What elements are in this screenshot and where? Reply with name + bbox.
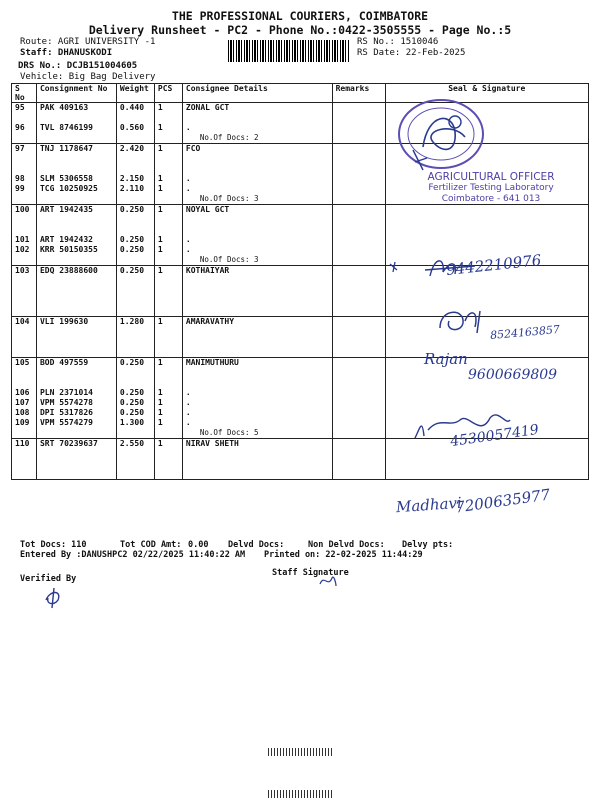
pieces: 1 — [157, 358, 163, 367]
serial-number: 105 — [15, 358, 30, 367]
pieces: 1 — [157, 205, 163, 214]
consignee: . — [185, 408, 191, 417]
officer-lab: Fertilizer Testing Laboratory — [428, 183, 554, 193]
serial-number: 101 — [15, 235, 30, 244]
officer-stamp-text — [396, 172, 586, 205]
consignment-number: VLI 199630 — [39, 317, 89, 326]
remarks-cell — [332, 358, 385, 439]
runsheet-subtitle: Delivery Runsheet - PC2 - Phone No.:0422-3505555 - Page No.:5 — [88, 23, 512, 37]
consignee: . — [185, 184, 191, 193]
office-seal-stamp — [393, 92, 507, 172]
vehicle-label: Vehicle: Big Bag Delivery — [20, 72, 156, 82]
weight: 2.420 — [119, 144, 145, 153]
pieces: 1 — [157, 174, 163, 183]
serial-number: 96 — [15, 123, 25, 132]
consignment-number: SLM 5306558 — [39, 174, 93, 183]
consignment-number: TNJ 1178647 — [39, 144, 93, 153]
consignee: . — [185, 123, 191, 132]
weight: 0.560 — [119, 123, 145, 132]
serial-number: 109 — [15, 418, 30, 427]
consignee: NOYAL GCT — [185, 205, 230, 214]
pieces: 1 — [157, 418, 163, 427]
remarks-cell — [332, 103, 385, 144]
pieces: 1 — [157, 266, 163, 275]
signature-100-number: 9442210976 — [445, 251, 543, 279]
doc-count: No.Of Docs: 5 — [199, 428, 259, 437]
consignment-number: TVL 8746199 — [39, 123, 93, 132]
signature-103-number: 8524163857 — [489, 322, 561, 343]
consignment-number: EDQ 23888600 — [39, 266, 98, 275]
doc-count: No.Of Docs: 2 — [199, 133, 259, 142]
weight: 2.150 — [119, 174, 145, 183]
col-remarks: Remarks — [332, 84, 385, 103]
consignment-number: SRT 70239637 — [39, 439, 98, 448]
pieces: 1 — [157, 439, 163, 448]
weight: 0.440 — [119, 103, 145, 112]
consignment-number: VPM 5574278 — [39, 398, 93, 407]
printed-on: Printed on: 22-02-2025 11:44:29 — [264, 550, 423, 560]
weight: 0.250 — [119, 235, 145, 244]
signature-104-name: Rajan — [424, 350, 468, 368]
consignee: . — [185, 418, 191, 427]
total-cod-value: 0.00 — [188, 540, 209, 550]
col-weight: Weight — [116, 84, 154, 103]
consignee: FCO — [185, 144, 201, 153]
col-consignee: Consignee Details — [182, 84, 332, 103]
company-title: THE PROFESSIONAL COURIERS, COIMBATORE — [171, 9, 429, 23]
serial-number: 110 — [15, 439, 30, 448]
consignment-number: DPI 5317826 — [39, 408, 93, 417]
total-cod-label: Tot COD Amt: — [120, 540, 182, 550]
pieces: 1 — [157, 235, 163, 244]
weight: 0.250 — [119, 245, 145, 254]
consignment-number: ART 1942432 — [39, 235, 93, 244]
rs-date: RS Date: 22-Feb-2025 — [357, 48, 466, 58]
signature-103 — [435, 303, 495, 339]
consignee: MANIMUTHURU — [185, 358, 239, 367]
pieces: 1 — [157, 144, 163, 153]
consignee: ZONAL GCT — [185, 103, 230, 112]
bottom-barcode-strip-2 — [268, 790, 332, 798]
pieces: 1 — [157, 184, 163, 193]
remarks-cell — [332, 317, 385, 358]
weight: 1.300 — [119, 418, 145, 427]
verified-by-label: Verified By — [20, 574, 77, 584]
weight: 0.250 — [119, 266, 145, 275]
serial-number: 99 — [15, 184, 25, 193]
serial-number: 103 — [15, 266, 30, 275]
serial-number: 97 — [15, 144, 25, 153]
officer-title: AGRICULTURAL OFFICER — [427, 171, 555, 183]
non-delivered-docs: Non Delvd Docs: — [308, 540, 385, 550]
remarks-cell — [332, 439, 385, 480]
consignment-number: PAK 409163 — [39, 103, 89, 112]
consignment-number: TCG 10250925 — [39, 184, 98, 193]
consignee: . — [185, 398, 191, 407]
pieces: 1 — [157, 103, 163, 112]
serial-number: 106 — [15, 388, 30, 397]
consignee: . — [185, 235, 191, 244]
remarks-cell — [332, 205, 385, 266]
doc-count: No.Of Docs: 3 — [199, 194, 259, 203]
rs-number: RS No.: 1510046 — [357, 37, 439, 47]
consignment-number: VPM 5574279 — [39, 418, 93, 427]
serial-number: 95 — [15, 103, 25, 112]
weight: 0.250 — [119, 388, 145, 397]
signature-110-number: 7200635977 — [454, 485, 552, 517]
officer-city: Coimbatore - 641 013 — [441, 194, 541, 204]
signature-105-number: 4530057419 — [449, 421, 540, 451]
col-sno: S No — [12, 84, 37, 103]
pieces: 1 — [157, 317, 163, 326]
bottom-barcode-strip — [268, 748, 332, 756]
barcode — [228, 40, 350, 62]
col-pcs: PCS — [154, 84, 182, 103]
route-label: Route: AGRI UNIVERSITY -1 — [20, 37, 156, 47]
weight: 0.250 — [119, 408, 145, 417]
verifier-signature — [40, 586, 68, 610]
weight: 0.250 — [119, 398, 145, 407]
consignee: NIRAV SHETH — [185, 439, 239, 448]
pieces: 1 — [157, 408, 163, 417]
consignment-number: PLN 2371014 — [39, 388, 93, 397]
col-consignment: Consignment No — [36, 84, 116, 103]
serial-number: 98 — [15, 174, 25, 183]
doc-count: No.Of Docs: 3 — [199, 255, 259, 264]
staff-signature-label: Staff Signature — [272, 568, 349, 578]
serial-number: 102 — [15, 245, 30, 254]
consignment-number: ART 1942435 — [39, 205, 93, 214]
col-signature: Seal & Signature — [385, 84, 588, 103]
consignment-number: BOD 497559 — [39, 358, 89, 367]
consignee: . — [185, 174, 191, 183]
serial-number: 108 — [15, 408, 30, 417]
pieces: 1 — [157, 245, 163, 254]
staff-signature-mark — [318, 574, 338, 588]
serial-number: 107 — [15, 398, 30, 407]
staff-label: Staff: DHANUSKODI — [20, 48, 113, 58]
serial-number: 100 — [15, 205, 30, 214]
entered-by: Entered By :DANUSHPC2 02/22/2025 11:40:22 AM — [20, 550, 246, 560]
pieces: 1 — [157, 123, 163, 132]
signature-104-number: 9600669809 — [468, 367, 558, 383]
signature-110-name: Madhavi — [395, 493, 463, 517]
delivery-points: Delvy pts: — [402, 540, 454, 550]
weight: 2.110 — [119, 184, 145, 193]
remarks-cell — [332, 144, 385, 205]
pieces: 1 — [157, 388, 163, 397]
total-docs: Tot Docs: 110 — [20, 540, 87, 550]
weight: 2.550 — [119, 439, 145, 448]
weight: 0.250 — [119, 205, 145, 214]
remarks-cell — [332, 266, 385, 317]
weight: 0.250 — [119, 358, 145, 367]
serial-number: 104 — [15, 317, 30, 326]
consignee: . — [185, 388, 191, 397]
consignee: KOTHAIYAR — [185, 266, 230, 275]
consignee: AMARAVATHY — [185, 317, 235, 326]
consignment-number: KRR 50150355 — [39, 245, 98, 254]
consignee: . — [185, 245, 191, 254]
delivered-docs: Delvd Docs: — [228, 540, 285, 550]
pieces: 1 — [157, 398, 163, 407]
weight: 1.280 — [119, 317, 145, 326]
drs-number: DRS No.: DCJB151004605 — [18, 61, 138, 71]
